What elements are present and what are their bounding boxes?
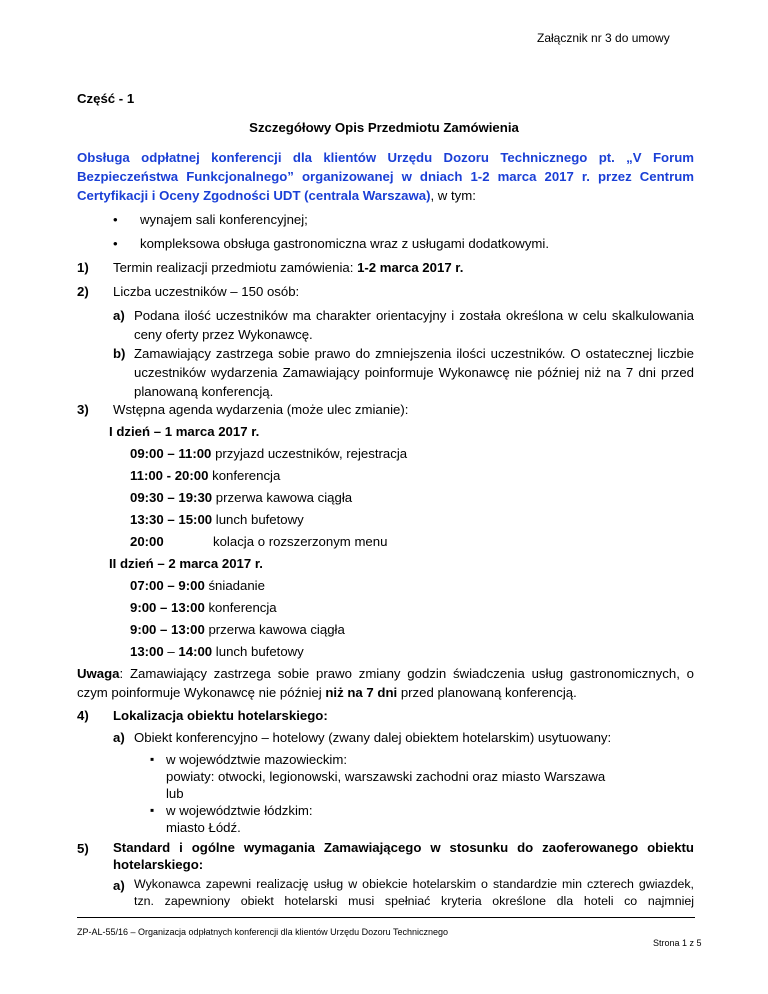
agenda-time: 9:00 – 13:00: [130, 622, 205, 637]
agenda-time: 9:00 – 13:00: [130, 600, 205, 615]
agenda-item: [130, 532, 388, 551]
agenda-item: [130, 510, 304, 529]
section-5-title: Standard i ogólne wymagania Zamawiającego w stosunku do zaoferowanego obiektu hotelarskiego:: [113, 840, 694, 872]
intro-blue-text: Obsługa odpłatnej konferencji dla klientów Urzędu Dozoru Technicznego pt. „V Forum Bezpieczeństwa Funkcjonalnego” organizowanej w dniach 1-2 marca 2017 r. przez Centrum Certyfikacji i Oceny Zgodności UDT (centrala Warszawa): [77, 150, 694, 203]
agenda-time: 09:30 – 19:30: [130, 490, 213, 505]
note-text: : Zamawiający zastrzega sobie prawo zmiany godzin świadczenia usług gastronomicznych, o czym poinformuje Wykonawcę nie później: [77, 666, 694, 700]
note-text-end: przed planowaną konferencją.: [397, 685, 577, 700]
agenda-desc: przerwa kawowa ciągła: [204, 622, 345, 637]
agenda-desc: przerwa kawowa ciągła: [212, 490, 353, 505]
region-mazowieckie-districts: powiaty: otwocki, legionowski, warszawski zachodni oraz miasto Warszawa: [166, 769, 606, 784]
section-1-date: 1-2 marca 2017 r.: [357, 260, 464, 275]
agenda-dash: –: [163, 644, 179, 659]
section-3-text: Wstępna agenda wydarzenia (może ulec zmianie):: [113, 402, 409, 417]
agenda-time: 13:30 – 15:00: [130, 512, 213, 527]
agenda-desc: lunch bufetowy: [212, 644, 304, 659]
agenda-item: [130, 598, 277, 617]
page-number: Strona 1 z 5: [653, 938, 702, 948]
section-5a-label: a): [113, 878, 125, 893]
section-1-text: [113, 258, 463, 277]
agenda-item: [130, 576, 265, 595]
agenda-desc: konferencja: [208, 468, 281, 483]
agenda-time-end: 14:00: [178, 644, 213, 659]
section-4-title: Lokalizacja obiektu hotelarskiego:: [113, 708, 328, 723]
section-2-text: Liczba uczestników – 150 osób:: [113, 284, 300, 299]
section-4a-label: a): [113, 730, 125, 745]
agenda-time: 07:00 – 9:00: [130, 578, 205, 593]
annex-label: Załącznik nr 3 do umowy: [537, 31, 670, 45]
agenda-item: [130, 642, 304, 661]
agenda-item: [130, 466, 280, 485]
intro-paragraph: [77, 148, 694, 205]
section-1-number: 1): [77, 260, 89, 275]
intro-tail: , w tym:: [430, 188, 476, 203]
intro-bullet-1: • wynajem sali konferencyjnej;: [140, 210, 308, 229]
agenda-time: 11:00 - 20:00: [130, 468, 209, 483]
section-4a-text: Obiekt konferencyjno – hotelowy (zwany dalej obiektem hotelarskim) usytuowany:: [134, 730, 612, 745]
footer-divider: [77, 917, 695, 918]
region-lodzkie: ▪ w województwie łódzkim:: [166, 801, 313, 820]
part-label: Część - 1: [77, 91, 135, 106]
section-2a-text: Podana ilość uczestników ma charakter orientacyjny i została określona w celu skalkulowania ceny oferty przez Wykonawcę.: [134, 308, 694, 342]
agenda-desc: przyjazd uczestników, rejestracja: [211, 446, 408, 461]
agenda-desc: lunch bufetowy: [212, 512, 304, 527]
agenda-day-1: I dzień – 1 marca 2017 r.: [109, 424, 260, 439]
agenda-desc: konferencja: [204, 600, 277, 615]
agenda-desc: kolacja o rozszerzonym menu: [213, 534, 388, 549]
agenda-time: 09:00 – 11:00: [130, 446, 212, 461]
section-2b-label: b): [113, 346, 126, 361]
agenda-item: [130, 444, 407, 463]
region-lodzkie-city: miasto Łódź.: [166, 820, 241, 835]
region-or: lub: [166, 786, 184, 801]
note-label: Uwaga: [77, 666, 120, 681]
section-4-number: 4): [77, 708, 89, 723]
intro-bullet-2: • kompleksowa obsługa gastronomiczna wraz z usługami dodatkowymi.: [140, 234, 549, 253]
page-title: Szczegółowy Opis Przedmiotu Zamówienia: [249, 120, 519, 135]
agenda-desc: śniadanie: [204, 578, 265, 593]
agenda-item: [130, 488, 352, 507]
section-1-label: Termin realizacji przedmiotu zamówienia:: [113, 260, 358, 275]
section-2-number: 2): [77, 284, 89, 299]
section-5a-text: Wykonawca zapewni realizację usług w obiekcie hotelarskim o standardzie min czterech gwiazdek, tzn. zapewniony obiekt hotelarski musi spełniać kryteria określone dla hoteli co najmniej: [134, 877, 694, 908]
note-paragraph: [77, 664, 694, 702]
section-2b-text: Zamawiający zastrzega sobie prawo do zmniejszenia ilości uczestników. O ostatecznej liczbie uczestników wydarzenia Zamawiający poinformuje Wykonawcę nie później niż na 7 dni przed planowaną konferencją.: [134, 346, 694, 399]
footer-reference: ZP-AL-55/16 – Organizacja odpłatnych konferencji dla klientów Urzędu Dozoru Technicznego: [77, 927, 449, 937]
region-mazowieckie: ▪ w województwie mazowieckim:: [166, 750, 347, 769]
agenda-item: [130, 620, 345, 639]
section-5-number: 5): [77, 841, 89, 856]
note-deadline: niż na 7 dni: [325, 685, 398, 700]
agenda-day-2: II dzień – 2 marca 2017 r.: [109, 556, 263, 571]
section-3-number: 3): [77, 402, 89, 417]
section-2a-label: a): [113, 308, 125, 323]
agenda-time: 20:00: [130, 534, 164, 549]
agenda-time: 13:00: [130, 644, 164, 659]
